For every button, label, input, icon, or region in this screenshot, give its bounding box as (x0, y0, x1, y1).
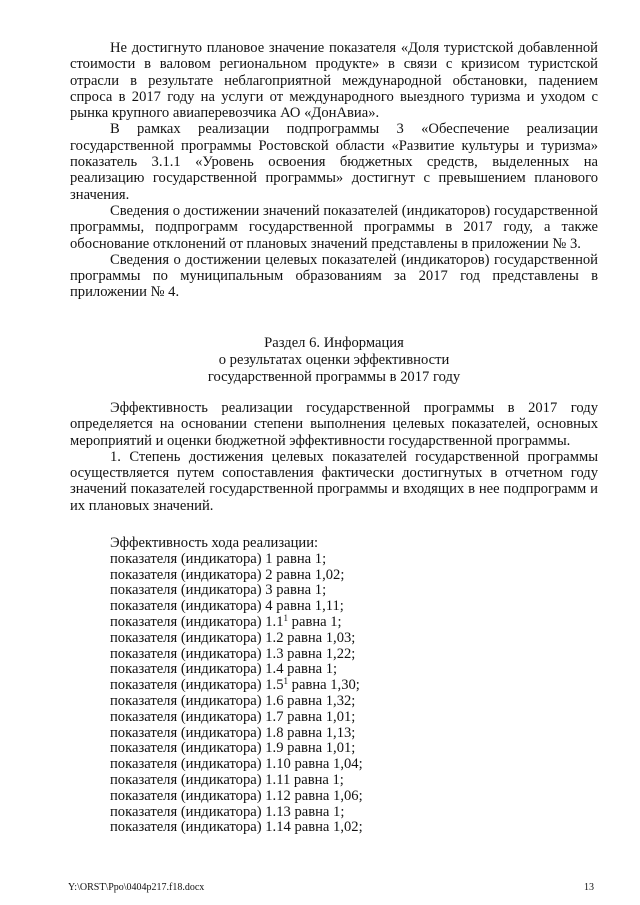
indicator-item (110, 820, 363, 836)
indicator-item (110, 583, 363, 599)
indicator-value: равна 1; (290, 803, 345, 820)
indicator-label: показателя (индикатора) 1.9 (110, 740, 284, 757)
indicator-value: равна 1,22; (283, 645, 356, 662)
indicator-label: показателя (индикатора) 1.6 (110, 692, 284, 709)
efficiency-title: Эффективность хода реализации: (110, 535, 319, 551)
indicator-label: показателя (индикатора) 1.13 (110, 803, 291, 820)
section-heading-line1: Раздел 6. Информация (264, 335, 404, 351)
indicator-value: равна 1,02; (272, 566, 345, 583)
indicator-value: равна 1; (288, 613, 342, 630)
indicator-list (110, 536, 363, 836)
indicator-label: показателя (индикатора) 1.12 (110, 787, 291, 804)
indicator-item (110, 662, 363, 678)
indicator-value: равна 1,32; (283, 692, 356, 709)
indicator-value: равна 1,01; (283, 708, 356, 725)
section-heading-line2: о результатах оценки эффективности (218, 352, 450, 368)
indicator-value: равна 1; (272, 550, 327, 567)
indicator-item (110, 552, 363, 568)
indicator-item (110, 757, 363, 773)
indicator-label: показателя (индикатора) 1.7 (110, 708, 284, 725)
footer-page-number: 13 (584, 882, 594, 893)
indicator-item (110, 805, 363, 821)
indicator-value: равна 1,01; (283, 740, 356, 757)
indicator-label: показателя (индикатора) 1.10 (110, 756, 291, 773)
indicator-item (110, 599, 363, 615)
indicator-label: показателя (индикатора) 1 (110, 550, 273, 567)
body-text-top (70, 40, 598, 301)
indicator-value: равна 1; (283, 661, 338, 678)
body-text-bottom (70, 400, 598, 514)
indicator-label: показателя (индикатора) 1.1 (110, 613, 284, 630)
indicator-item (110, 612, 363, 631)
section-heading (70, 335, 598, 386)
indicator-value: равна 1,13; (283, 724, 356, 741)
section-heading-line3: государственной программы в 2017 году (207, 369, 461, 385)
indicator-item (110, 647, 363, 663)
indicator-item (110, 710, 363, 726)
indicator-label: показателя (индикатора) 1.3 (110, 645, 284, 662)
indicator-value: равна 1; (290, 771, 344, 788)
indicator-value: равна 1,03; (283, 629, 356, 646)
indicator-label: показателя (индикатора) 1.5 (110, 677, 284, 694)
paragraph-appendix-4: Сведения о достижении целевых показателей (индикаторов) государственной программы по муниципальным образованиям за 2017 год представлены в приложении № 4. (70, 251, 598, 301)
paragraph-subprogram-3: В рамках реализации подпрограммы 3 «Обеспечение реализации государственной программы Ростовской области «Развитие культуры и туризма» показатель 3.1.1 «Уровень освоения бюджетных средств, выделенных на реализацию государственной программы» достигнут с превышением планового значения. (70, 121, 598, 203)
indicator-value: равна 1,06; (290, 787, 363, 804)
indicator-label: показателя (индикатора) 2 (110, 566, 273, 583)
paragraph-target-achievement: 1. Степень достижения целевых показателей государственной программы осуществляется путем сопоставления фактически достигнутых в отчетном году значений показателей государственной программы и входящих в нее подпрограмм и их плановых значений. (70, 448, 598, 514)
footnote-marker: 1 (283, 612, 289, 623)
indicator-label: показателя (индикатора) 4 (110, 598, 273, 615)
footnote-marker: 1 (283, 676, 289, 687)
indicator-label: показателя (индикатора) 1.8 (110, 724, 284, 741)
paragraph-tourism-indicator: Не достигнуто плановое значение показателя «Доля туристской добавленной стоимости в валовом региональном продукте» в связи с кризисом туристской отрасли в результате неблагоприятной международной обстановки, падением спроса в 2017 году на услуги от международного выездного туризма и уходом с рынка крупного авиаперевозчика АО «ДонАвиа». (70, 40, 598, 122)
footer-file-path: Y:\ORST\Ppo\0404p217.f18.docx (68, 882, 205, 893)
indicator-value: равна 1; (272, 582, 327, 599)
indicator-label: показателя (индикатора) 1.4 (110, 661, 284, 678)
paragraph-appendix-3: Сведения о достижении значений показателей (индикаторов) государственной программы, подпрограмм государственной программы в 2017 году, а также обоснование отклонений от плановых значений представлены в приложении № 3. (70, 202, 598, 252)
indicator-item (110, 568, 363, 584)
indicator-item (110, 789, 363, 805)
indicator-item (110, 726, 363, 742)
indicator-value: равна 1,02; (290, 819, 363, 836)
indicator-label: показателя (индикатора) 1.14 (110, 819, 291, 836)
indicator-label: показателя (индикатора) 1.11 (110, 771, 291, 788)
indicator-value: равна 1,11; (272, 598, 344, 615)
indicator-item (110, 678, 363, 694)
indicator-item (110, 773, 363, 789)
indicator-value: равна 1,30; (288, 677, 360, 694)
paragraph-efficiency-basis: Эффективность реализации государственной программы в 2017 году определяется на основании степени выполнения целевых показателей, основных мероприятий и оценки бюджетной эффективности государственной программы. (70, 400, 598, 449)
indicator-value: равна 1,04; (290, 756, 363, 773)
indicator-item (110, 631, 363, 647)
indicator-item (110, 741, 363, 757)
indicator-item (110, 694, 363, 710)
indicator-label: показателя (индикатора) 3 (110, 582, 273, 599)
indicator-label: показателя (индикатора) 1.2 (110, 629, 284, 646)
